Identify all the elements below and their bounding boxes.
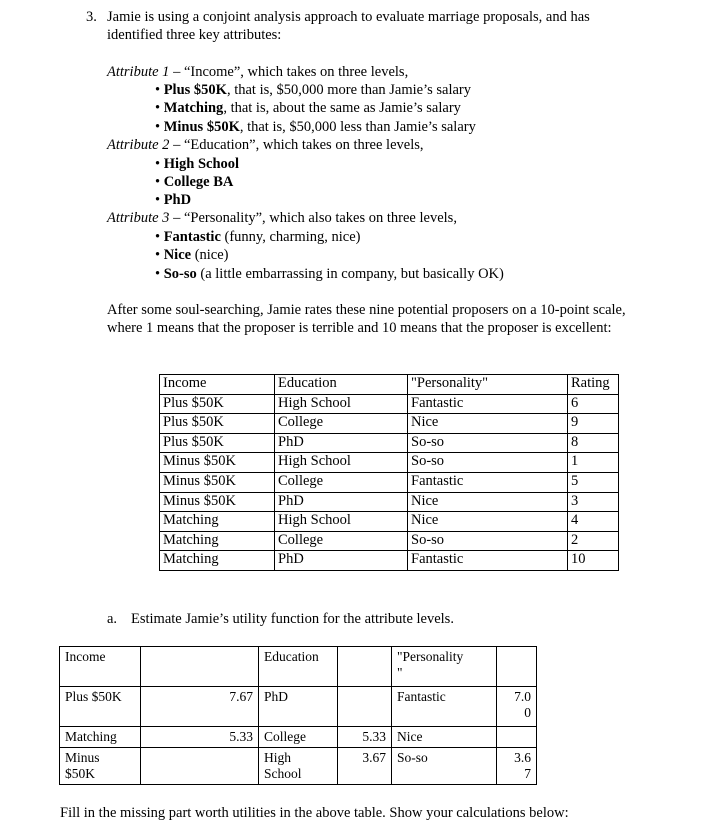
- util-header-income-value: [141, 647, 259, 687]
- attribute-1-level-1: • Plus $50K, that is, $50,000 more than Jamie’s salary: [155, 82, 471, 98]
- attribute-1-heading: Attribute 1 – “Income”, which takes on three levels,: [107, 64, 409, 80]
- util-income-value: [141, 748, 259, 785]
- cell-rating: 3: [568, 492, 619, 512]
- util-personality-level: Fantastic: [392, 687, 497, 727]
- table-row: [160, 414, 619, 434]
- table-row: [60, 727, 537, 748]
- cell-income: Minus $50K: [160, 453, 275, 473]
- cell-education: High School: [275, 512, 408, 532]
- util-income-value: 7.67: [141, 687, 259, 727]
- util-education-level: College: [259, 727, 338, 748]
- cell-personality: Fantastic: [408, 472, 568, 492]
- question-text-line-2: identified three key attributes:: [107, 27, 282, 43]
- table-row: [160, 453, 619, 473]
- util-education-level: High School: [259, 748, 338, 785]
- util-header-income: Income: [60, 647, 141, 687]
- attribute-1-level-3: • Minus $50K, that is, $50,000 less than Jamie’s salary: [155, 119, 476, 135]
- cell-personality: So-so: [408, 453, 568, 473]
- cell-personality: Nice: [408, 512, 568, 532]
- cell-personality: Fantastic: [408, 551, 568, 571]
- cell-rating: 2: [568, 531, 619, 551]
- util-personality-level: Nice: [392, 727, 497, 748]
- ratings-header-row: [160, 375, 619, 395]
- attribute-2-level-3: • PhD: [155, 192, 192, 208]
- attribute-3-level-2: • Nice (nice): [155, 247, 229, 263]
- table-row: [160, 512, 619, 532]
- table-row: [160, 551, 619, 571]
- cell-rating: 10: [568, 551, 619, 571]
- table-row: [60, 748, 537, 785]
- cell-rating: 5: [568, 472, 619, 492]
- cell-personality: So-so: [408, 531, 568, 551]
- util-personality-value: 7.0 0: [497, 687, 537, 727]
- cell-education: High School: [275, 453, 408, 473]
- utility-table: [59, 646, 537, 785]
- part-a-text: Estimate Jamie’s utility function for the attribute levels.: [131, 611, 454, 627]
- cell-income: Plus $50K: [160, 414, 275, 434]
- util-education-value: 3.67: [338, 748, 392, 785]
- cell-income: Plus $50K: [160, 394, 275, 414]
- cell-education: College: [275, 472, 408, 492]
- header-education: Education: [275, 375, 408, 395]
- question-number: 3.: [86, 9, 97, 25]
- cell-income: Minus $50K: [160, 492, 275, 512]
- ratings-table: [159, 374, 619, 571]
- table-row: [160, 472, 619, 492]
- util-header-education: Education: [259, 647, 338, 687]
- part-a-label: a.: [107, 611, 118, 627]
- cell-rating: 6: [568, 394, 619, 414]
- footer-instruction: Fill in the missing part worth utilities in the above table. Show your calculations below:: [60, 805, 569, 821]
- cell-education: High School: [275, 394, 408, 414]
- intro-line-1: After some soul-searching, Jamie rates these nine potential proposers on a 10-point scale,: [107, 302, 626, 318]
- table-row: [160, 492, 619, 512]
- attribute-3-level-1: • Fantastic (funny, charming, nice): [155, 229, 361, 245]
- cell-education: PhD: [275, 433, 408, 453]
- util-education-level: PhD: [259, 687, 338, 727]
- attribute-2-level-2: • College BA: [155, 174, 234, 190]
- util-header-personality: "Personality ": [392, 647, 497, 687]
- util-income-value: 5.33: [141, 727, 259, 748]
- attribute-1-level-2: • Matching, that is, about the same as Jamie’s salary: [155, 100, 461, 116]
- table-row: [160, 531, 619, 551]
- cell-rating: 1: [568, 453, 619, 473]
- cell-education: PhD: [275, 492, 408, 512]
- attribute-2-heading: Attribute 2 – “Education”, which takes on three levels,: [107, 137, 424, 153]
- util-income-level: Plus $50K: [60, 687, 141, 727]
- cell-education: College: [275, 531, 408, 551]
- util-personality-value: 3.6 7: [497, 748, 537, 785]
- attribute-3-heading: Attribute 3 – “Personality”, which also takes on three levels,: [107, 210, 457, 226]
- intro-line-2: where 1 means that the proposer is terrible and 10 means that the proposer is excellent:: [107, 320, 612, 336]
- util-education-value: [338, 687, 392, 727]
- cell-rating: 4: [568, 512, 619, 532]
- cell-income: Plus $50K: [160, 433, 275, 453]
- cell-income: Matching: [160, 531, 275, 551]
- util-header-personality-value: [497, 647, 537, 687]
- question-text-line-1: Jamie is using a conjoint analysis approach to evaluate marriage proposals, and has: [107, 9, 590, 25]
- cell-rating: 8: [568, 433, 619, 453]
- utility-header-row: [60, 647, 537, 687]
- util-personality-value: [497, 727, 537, 748]
- util-personality-level: So-so: [392, 748, 497, 785]
- cell-income: Minus $50K: [160, 472, 275, 492]
- cell-personality: Nice: [408, 492, 568, 512]
- util-income-level: Matching: [60, 727, 141, 748]
- attribute-2-level-1: • High School: [155, 156, 240, 172]
- cell-rating: 9: [568, 414, 619, 434]
- attribute-3-level-3: • So-so (a little embarrassing in company, but basically OK): [155, 266, 504, 282]
- cell-income: Matching: [160, 551, 275, 571]
- table-row: [160, 433, 619, 453]
- table-row: [60, 687, 537, 727]
- cell-education: PhD: [275, 551, 408, 571]
- cell-education: College: [275, 414, 408, 434]
- header-personality: "Personality": [408, 375, 568, 395]
- util-education-value: 5.33: [338, 727, 392, 748]
- header-income: Income: [160, 375, 275, 395]
- util-header-education-value: [338, 647, 392, 687]
- cell-personality: Fantastic: [408, 394, 568, 414]
- header-rating: Rating: [568, 375, 619, 395]
- cell-income: Matching: [160, 512, 275, 532]
- util-income-level: Minus $50K: [60, 748, 141, 785]
- cell-personality: Nice: [408, 414, 568, 434]
- table-row: [160, 394, 619, 414]
- cell-personality: So-so: [408, 433, 568, 453]
